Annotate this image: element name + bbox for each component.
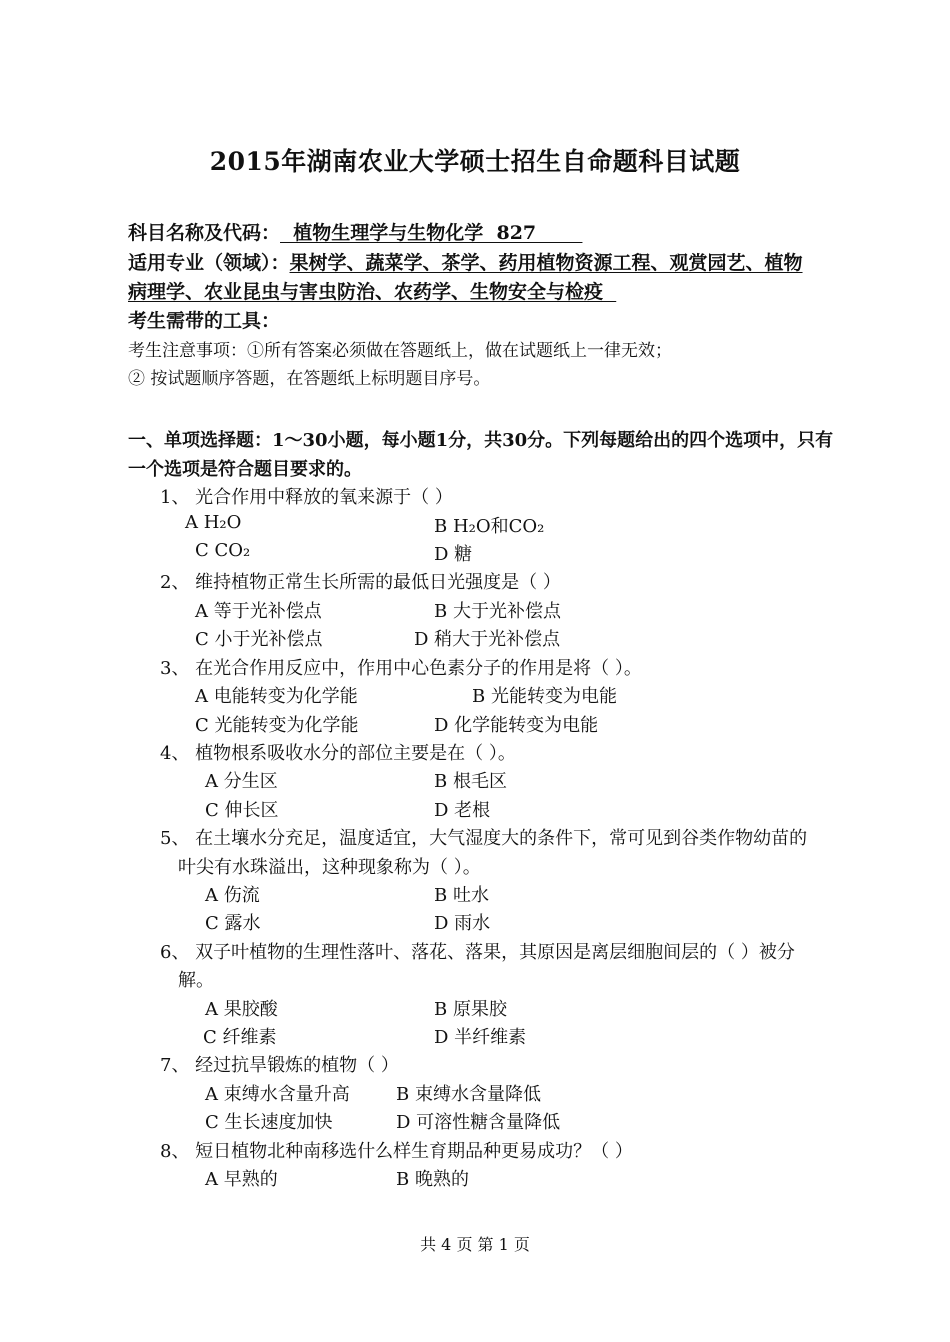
question-stem: 7、 经过抗旱锻炼的植物（ ） xyxy=(160,1055,399,1076)
option-c: C CO₂ xyxy=(195,540,251,561)
option-c: C 纤维素 xyxy=(203,1027,277,1048)
question-stem: 2、 维持植物正常生长所需的最低日光强度是（ ） xyxy=(160,572,561,593)
tools-label: 考生需带的工具： xyxy=(128,310,281,332)
subject-label: 科目名称及代码： xyxy=(128,222,281,244)
option-b: B 大于光补偿点 xyxy=(434,601,561,622)
option-b: B H₂O和CO₂ xyxy=(434,516,545,537)
option-c: C 伸长区 xyxy=(205,800,279,821)
option-c: C 小于光补偿点 xyxy=(195,629,323,650)
option-d: D 糖 xyxy=(434,544,473,565)
option-b: B 原果胶 xyxy=(434,999,507,1020)
option-a: A 束缚水含量升高 xyxy=(205,1084,350,1105)
major-row xyxy=(128,248,803,275)
question-stem-continued: 叶尖有水珠溢出，这种现象称为（ ）。 xyxy=(178,857,481,878)
option-c: C 生长速度加快 xyxy=(205,1112,333,1133)
question-stem: 5、 在土壤水分充足，温度适宜，大气湿度大的条件下，常可见到谷类作物幼苗的 xyxy=(160,828,808,849)
option-a: A 伤流 xyxy=(205,885,260,906)
page-title: 2015年湖南农业大学硕士招生自命题科目试题 xyxy=(209,147,741,176)
option-d: D 半纤维素 xyxy=(434,1027,527,1048)
option-a: A 果胶酸 xyxy=(205,999,278,1020)
option-b: B 晚熟的 xyxy=(396,1169,469,1190)
question-stem: 3、 在光合作用反应中，作用中心色素分子的作用是将（ ）。 xyxy=(160,658,642,679)
page-footer: 共 4 页 第 1 页 xyxy=(420,1235,530,1254)
major-line2: 病理学、农业昆虫与害虫防治、农药学、生物安全与检疫 xyxy=(128,281,617,303)
section1-line1: 一、单项选择题：1～30小题，每小题1分，共30分。下列每题给出的四个选项中，只有 xyxy=(128,430,834,451)
section1-line2: 一个选项是符合题目要求的。 xyxy=(128,459,362,480)
option-b: B 根毛区 xyxy=(434,771,507,792)
question-stem: 8、 短日植物北种南移选什么样生育期品种更易成功？（ ） xyxy=(160,1141,633,1162)
option-b: B 吐水 xyxy=(434,885,489,906)
option-d: D 可溶性糖含量降低 xyxy=(396,1112,561,1133)
option-c: C 露水 xyxy=(205,913,261,934)
option-d: D 老根 xyxy=(434,800,491,821)
option-a: A H₂O xyxy=(185,512,242,533)
option-d: D 雨水 xyxy=(434,913,491,934)
option-a: A 早熟的 xyxy=(205,1169,278,1190)
option-c: C 光能转变为化学能 xyxy=(195,715,359,736)
option-d: D 化学能转变为电能 xyxy=(434,715,599,736)
subject-value: 植物生理学与生物化学 827 xyxy=(280,222,583,244)
notes-line1: 考生注意事项：①所有答案必须做在答题纸上，做在试题纸上一律无效； xyxy=(128,341,672,361)
option-a: A 分生区 xyxy=(205,771,278,792)
question-stem-continued: 解。 xyxy=(178,970,214,991)
question-stem: 4、 植物根系吸收水分的部位主要是在（ ）。 xyxy=(160,743,516,764)
option-b: B 束缚水含量降低 xyxy=(396,1084,541,1105)
option-b: B 光能转变为电能 xyxy=(472,686,617,707)
subject-row xyxy=(128,218,582,245)
major-line1: 果树学、蔬菜学、茶学、药用植物资源工程、观赏园艺、植物 xyxy=(289,252,803,274)
notes-line2: ② 按试题顺序答题，在答题纸上标明题目序号。 xyxy=(128,369,491,389)
question-stem: 1、 光合作用中释放的氧来源于（ ） xyxy=(160,487,453,508)
question-stem: 6、 双子叶植物的生理性落叶、落花、落果，其原因是离层细胞间层的（ ）被分 xyxy=(160,942,795,963)
major-label: 适用专业（领域）： xyxy=(128,252,290,274)
option-a: A 等于光补偿点 xyxy=(195,601,322,622)
option-a: A 电能转变为化学能 xyxy=(195,686,358,707)
option-d: D 稍大于光补偿点 xyxy=(414,629,561,650)
